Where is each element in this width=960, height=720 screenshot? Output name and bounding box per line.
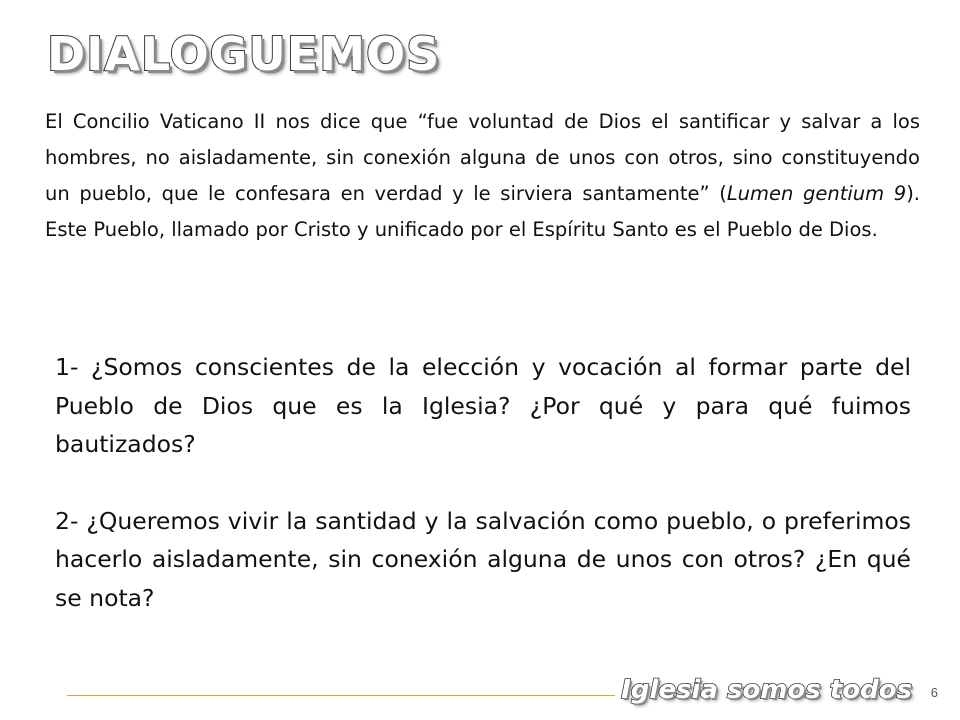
questions-list [55, 348, 911, 617]
quote-paragraph [45, 104, 920, 248]
question-1: 1- ¿Somos conscientes de la elección y vocación al formar parte del Pueblo de Dios que es la Iglesia? ¿Por qué y para qué fuimos bautizados? [55, 353, 911, 458]
quote-text-start: El Concilio Vaticano II nos dice que “fue voluntad de Dios el santificar y salvar a los hombres, no aisladamente, sin conexión alguna de unos con otros, sino constituyendo un pueblo, que le confesara en verdad y le sirviera santamente” ( [45, 110, 920, 205]
page-number: 6 [930, 685, 938, 700]
question-2: 2- ¿Queremos vivir la santidad y la salvación como pueblo, o preferimos hacerlo aisladamente, sin conexión alguna de unos con otros? ¿En qué se nota? [55, 506, 911, 612]
quote-citation: Lumen gentium 9 [726, 182, 907, 205]
quote-text-end: ). Este Pueblo, llamado por Cristo y unificado por el Espíritu Santo es el Pueblo de Dios. [45, 182, 920, 241]
footer-divider [67, 695, 615, 696]
slide-title: DIALOGUEMOS [47, 27, 441, 81]
footer-title: Iglesia somos todos [621, 675, 912, 705]
